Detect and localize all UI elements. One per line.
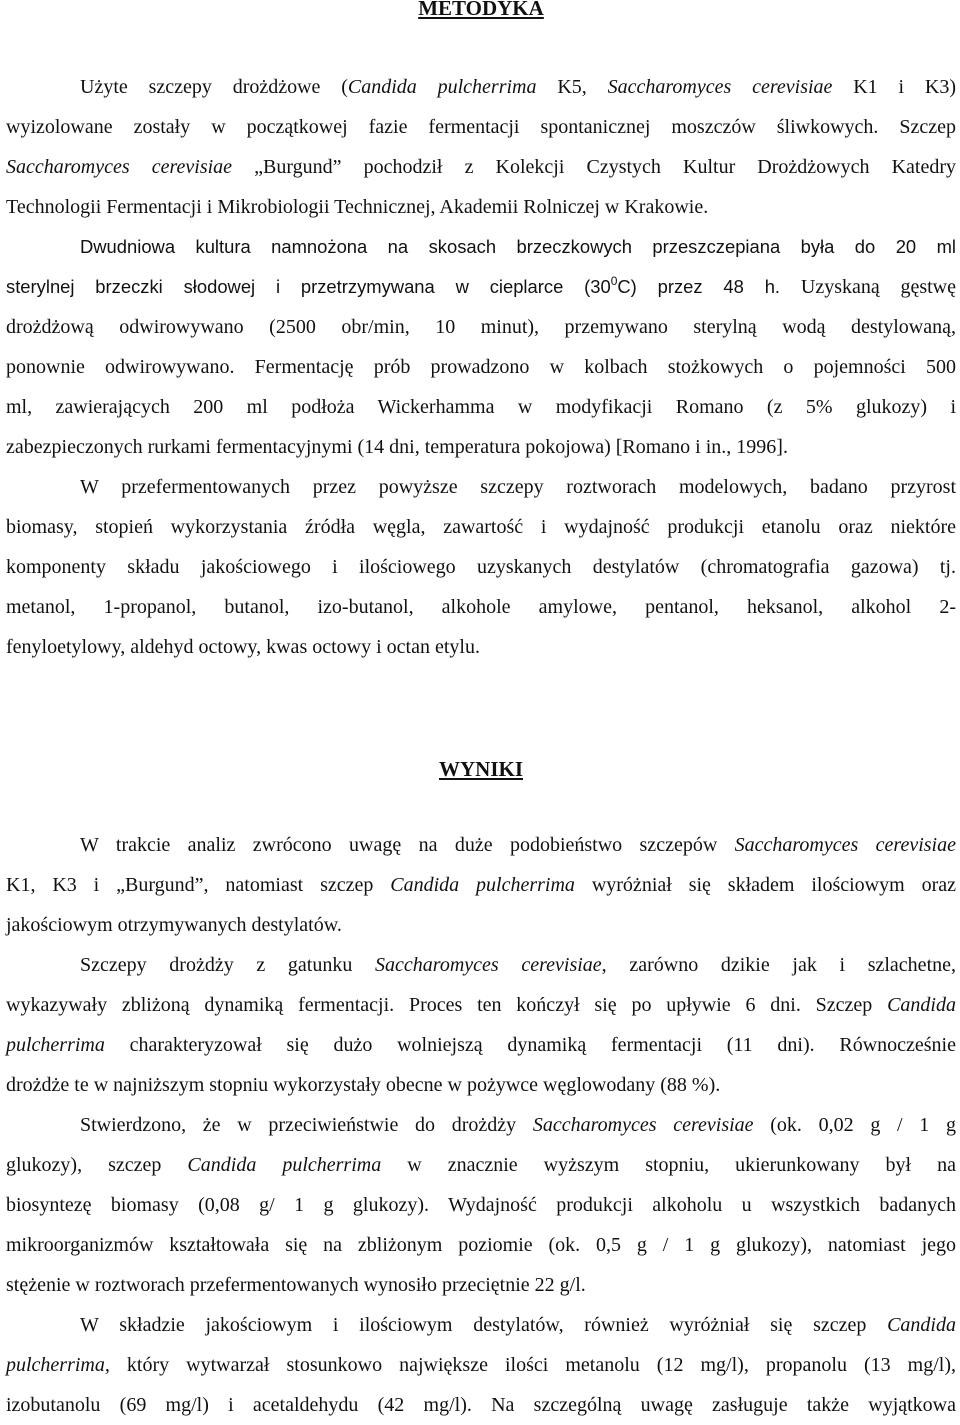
text-run: Stwierdzono, że w przeciwieństwie do drożdży: [80, 1114, 533, 1136]
text-line: [6, 107, 956, 147]
text-run: , zarówno dzikie jak i szlachetne,: [601, 954, 956, 976]
text-line: [6, 1185, 956, 1225]
text-run: Szczepy drożdży z gatunku: [80, 954, 376, 976]
methodology-section: [6, 67, 956, 667]
italic-species-name: Candida: [887, 1314, 956, 1336]
text-run: „Burgund” pochodził z Kolekcji Czystych Kultur Drożdżowych Katedry: [232, 156, 956, 178]
text-run: komponenty składu jakościowego i ilościowego uzyskanych destylatów (chromatografia gazowa) tj.: [6, 556, 956, 578]
text-line: [6, 1305, 956, 1345]
text-run: wyizolowane zostały w początkowej fazie fermentacji spontanicznej moszczów śliwkowych. Szczep: [6, 116, 956, 138]
text-line: [6, 1265, 956, 1305]
italic-species-name: pulcherrima: [6, 1354, 105, 1376]
text-run: jakościowym otrzymywanych destylatów.: [6, 914, 342, 936]
italic-species-name: Candida pulcherrima: [187, 1154, 382, 1176]
text-line: [6, 945, 956, 985]
text-line: [6, 507, 956, 547]
text-run: charakteryzował się dużo wolniejszą dynamiką fermentacji (11 dni). Równocześnie: [104, 1034, 956, 1056]
text-run: W przefermentowanych przez powyższe szczepy roztworach modelowych, badano przyrost: [80, 476, 956, 498]
text-line: [6, 1345, 956, 1385]
text-line: [6, 1225, 956, 1265]
italic-species-name: Saccharomyces cerevisiae: [607, 76, 833, 98]
text-run: Dwudniowa kultura namnożona na skosach brzeczkowych przeszczepiana była do 20 ml: [80, 236, 956, 257]
text-run: stężenie w roztworach przefermentowanych wynosiło przeciętnie 22 g/l.: [6, 1274, 586, 1296]
text-run: ponownie odwirowywano. Fermentację prób prowadzono w kolbach stożkowych o pojemności 500: [6, 356, 956, 378]
text-line: [6, 1025, 956, 1065]
text-line: [6, 1065, 956, 1105]
text-line: [6, 187, 956, 227]
text-line: [6, 985, 956, 1025]
italic-species-name: Candida: [887, 994, 956, 1016]
italic-species-name: pulcherrima: [6, 1034, 105, 1056]
text-run: W trakcie analiz zwrócono uwagę na duże podobieństwo szczepów: [80, 834, 735, 856]
text-run: glukozy), szczep: [6, 1154, 188, 1176]
text-line: [6, 1105, 956, 1145]
text-line: [6, 1145, 956, 1185]
text-line: [6, 427, 956, 467]
text-line: [6, 865, 956, 905]
text-line: [6, 67, 956, 107]
text-line: [6, 307, 956, 347]
italic-species-name: Saccharomyces cerevisiae: [375, 954, 602, 976]
text-run: metanol, 1-propanol, butanol, izo-butanol, alkohole amylowe, pentanol, heksanol, alkohol 2-: [6, 596, 956, 618]
text-line: [6, 467, 956, 507]
italic-species-name: Saccharomyces cerevisiae: [734, 834, 956, 856]
text-run: biosyntezę biomasy (0,08 g/ 1 g glukozy). Wydajność produkcji alkoholu u wszystkich badanych: [6, 1194, 956, 1216]
text-line: [6, 825, 956, 865]
text-run: w znacznie wyższym stopniu, ukierunkowany był na: [381, 1154, 956, 1176]
text-run: K1 i K3): [832, 76, 956, 98]
superscript: 0: [610, 274, 618, 288]
text-run: , który wytwarzał stosunkowo największe ilości metanolu (12 mg/l), propanolu (13 mg/l),: [104, 1354, 956, 1376]
text-run: biomasy, stopień wykorzystania źródła węgla, zawartość i wydajność produkcji etanolu oraz niektóre: [6, 516, 956, 538]
text-run: Technologii Fermentacji i Mikrobiologii Technicznej, Akademii Rolniczej w Krakowie.: [6, 196, 709, 218]
text-run: drożdże te w najniższym stopniu wykorzystały obecne w pożywce węglowodany (88 %).: [6, 1074, 721, 1096]
italic-species-name: Saccharomyces cerevisiae: [6, 156, 233, 178]
text-run: W składzie jakościowym i ilościowym destylatów, również wyróżniał się szczep: [80, 1314, 888, 1336]
text-run: K1, K3 i „Burgund”, natomiast szczep: [6, 874, 391, 896]
text-run: C) przez 48 h.: [617, 276, 801, 297]
text-line: [6, 1385, 956, 1425]
italic-species-name: Saccharomyces cerevisiae: [532, 1114, 754, 1136]
text-run: izobutanolu (69 mg/l) i acetaldehydu (42 mg/l). Na szczególną uwagę zasługuje także wyjątkowa: [6, 1394, 956, 1416]
text-line: [6, 347, 956, 387]
text-run: Użyte szczepy drożdżowe (: [80, 76, 348, 98]
italic-species-name: Candida pulcherrima: [390, 874, 575, 896]
text-run: sterylnej brzeczki słodowej i przetrzymywana w cieplarce (30: [6, 276, 611, 297]
text-line: [6, 627, 956, 667]
text-line: [6, 227, 956, 267]
text-run: Uzyskaną gęstwę: [800, 276, 956, 298]
text-line: [6, 905, 956, 945]
text-line: [6, 387, 956, 427]
section-heading-methodology: METODYKA: [418, 0, 544, 20]
results-section: [6, 825, 956, 1425]
text-run: zabezpieczonych rurkami fermentacyjnymi (14 dni, temperatura pokojowa) [Romano i in., 1996].: [6, 436, 788, 458]
italic-species-name: Candida pulcherrima: [347, 76, 537, 98]
text-line: [6, 267, 956, 307]
text-line: [6, 147, 956, 187]
text-line: [6, 547, 956, 587]
text-run: ml, zawierających 200 ml podłoża Wickerhamma w modyfikacji Romano (z 5% glukozy) i: [6, 396, 956, 418]
text-run: fenyloetylowy, aldehyd octowy, kwas octowy i octan etylu.: [6, 636, 480, 658]
text-line: [6, 587, 956, 627]
text-run: K5,: [536, 76, 608, 98]
text-run: drożdżową odwirowywano (2500 obr/min, 10 minut), przemywano sterylną wodą destylowaną,: [6, 316, 956, 338]
section-heading-results: WYNIKI: [438, 757, 523, 781]
text-run: wyróżniał się składem ilościowym oraz: [574, 874, 956, 896]
text-run: mikroorganizmów kształtowała się na zbliżonym poziomie (ok. 0,5 g / 1 g glukozy), natomiast jego: [6, 1234, 956, 1256]
text-run: wykazywały zbliżoną dynamiką fermentacji. Proces ten kończył się po upływie 6 dni. Szczep: [6, 994, 888, 1016]
text-run: (ok. 0,02 g / 1 g: [753, 1114, 956, 1136]
